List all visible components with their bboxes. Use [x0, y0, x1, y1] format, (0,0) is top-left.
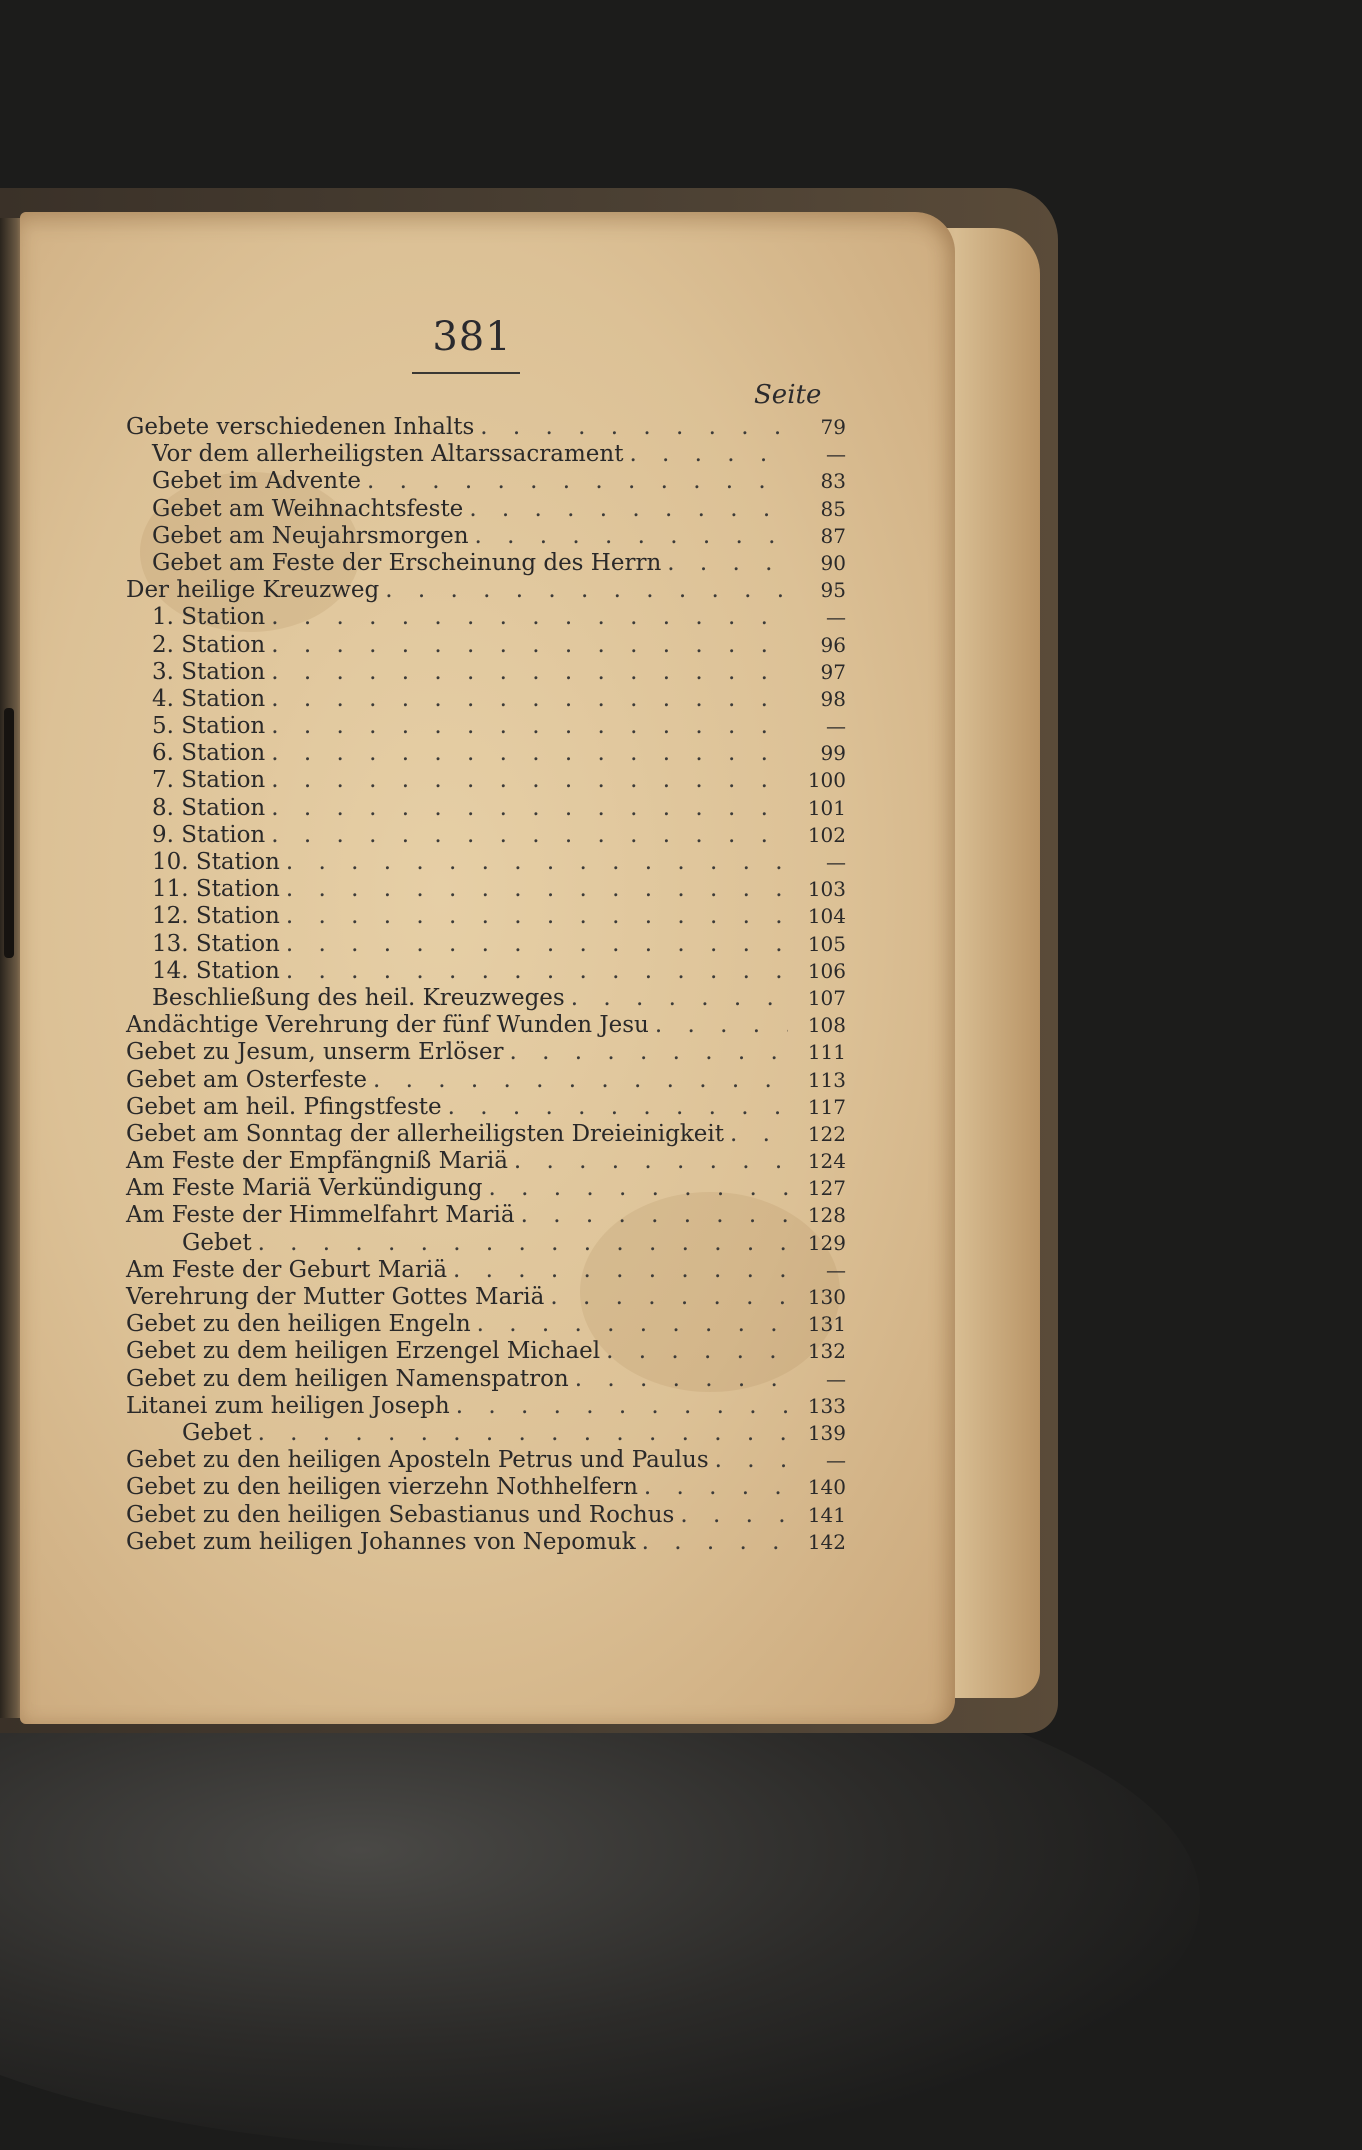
- dot-leader: [367, 468, 788, 495]
- toc-entry: [126, 604, 846, 631]
- toc-entry: [126, 1094, 846, 1121]
- toc-entry-title: 13. Station: [152, 930, 280, 957]
- dot-leader: [448, 1094, 788, 1121]
- dot-leader: [271, 632, 788, 659]
- toc-entry-title: 2. Station: [152, 631, 266, 658]
- dot-leader: [642, 1529, 788, 1556]
- toc-entry: [126, 1366, 846, 1393]
- toc-entry: [126, 958, 846, 985]
- toc-entry-page: —: [826, 605, 846, 630]
- toc-entry-title: Gebet zu den heiligen Aposteln Petrus und Paulus: [126, 1447, 709, 1474]
- toc-entry-page: 97: [820, 659, 846, 684]
- toc-entry: [126, 1474, 846, 1501]
- toc-entry: [126, 441, 846, 468]
- dot-leader: [480, 414, 788, 441]
- toc-entry-page: 101: [807, 795, 846, 820]
- toc-entry-page: 111: [807, 1040, 846, 1065]
- toc-entry-title: 4. Station: [152, 685, 266, 712]
- toc-entry-page: 87: [820, 523, 846, 548]
- dot-leader: [271, 795, 788, 822]
- toc-entry-page: 133: [807, 1393, 846, 1418]
- toc-entry-page: —: [826, 1448, 846, 1473]
- toc-entry-title: Gebet am Sonntag der allerheiligsten Dreieinigkeit: [126, 1120, 724, 1147]
- toc-entry-title: Am Feste der Empfängniß Mariä: [126, 1148, 508, 1175]
- toc-entry-title: Gebet am Osterfeste: [126, 1066, 367, 1093]
- toc-entry-page: 108: [807, 1013, 846, 1038]
- toc-entry-title: Gebet: [182, 1229, 252, 1256]
- toc-entry-title: 8. Station: [152, 794, 266, 821]
- dot-leader: [644, 1474, 788, 1501]
- toc-entry: [126, 903, 846, 930]
- toc-entry-page: 139: [807, 1420, 846, 1445]
- dot-leader: [271, 686, 788, 713]
- toc-entry-title: 11. Station: [152, 876, 280, 903]
- toc-entry: [126, 1447, 846, 1474]
- toc-entry-page: 95: [820, 578, 846, 603]
- toc-entry: [126, 985, 846, 1012]
- toc-entry: [126, 577, 846, 604]
- toc-entry-title: Gebet im Advente: [152, 468, 361, 495]
- toc-entry: [126, 931, 846, 958]
- toc-entry: [126, 795, 846, 822]
- dot-leader: [510, 1039, 788, 1066]
- toc-entry-page: —: [826, 850, 846, 874]
- toc-entry-page: 104: [807, 904, 846, 929]
- toc-entry-page: 85: [820, 496, 846, 521]
- toc-entry-title: 7. Station: [152, 767, 266, 794]
- toc-entry-page: 105: [807, 931, 846, 956]
- toc-entry-title: Gebet zu dem heiligen Erzengel Michael: [126, 1338, 601, 1365]
- dot-leader: [373, 1067, 788, 1094]
- toc-entry-title: Gebet zu den heiligen Sebastianus und Rochus: [126, 1501, 675, 1528]
- toc-entry-title: Gebet zu den heiligen vierzehn Nothhelfern: [126, 1474, 638, 1501]
- toc-entry-title: Am Feste Mariä Verkündigung: [126, 1175, 483, 1202]
- dot-leader: [271, 659, 788, 686]
- toc-entry: [126, 686, 846, 713]
- toc-entry: [126, 1175, 846, 1202]
- toc-entry-page: —: [826, 1257, 846, 1282]
- toc-entry-title: Gebet am Neujahrsmorgen: [152, 522, 469, 549]
- toc-entry: [126, 849, 846, 876]
- toc-entry-title: Am Feste der Geburt Mariä: [126, 1256, 448, 1283]
- dot-leader: [271, 713, 788, 740]
- toc-entry-page: 90: [820, 550, 846, 575]
- dot-leader: [271, 767, 788, 794]
- toc-entry-page: 79: [820, 415, 846, 439]
- toc-entry: [126, 740, 846, 767]
- toc-entry-page: 98: [820, 686, 846, 711]
- dot-leader: [475, 523, 788, 550]
- dot-leader: [258, 1420, 788, 1447]
- toc-entry-title: Gebet am heil. Pfingstfeste: [126, 1093, 442, 1120]
- toc-entry: [126, 1311, 846, 1338]
- toc-entry-page: 117: [807, 1094, 846, 1119]
- dot-leader: [286, 931, 788, 958]
- toc-entry-title: 3. Station: [152, 658, 266, 685]
- toc-entry-title: Gebet zum heiligen Johannes von Nepomuk: [126, 1528, 636, 1555]
- dot-leader: [258, 1230, 788, 1257]
- table-of-contents: [126, 414, 846, 1556]
- toc-entry-title: Gebet: [182, 1419, 252, 1446]
- dot-leader: [286, 849, 788, 876]
- toc-entry-title: Beschließung des heil. Kreuzweges: [152, 984, 565, 1011]
- toc-entry-title: 12. Station: [152, 903, 280, 930]
- toc-entry-page: 113: [807, 1067, 846, 1092]
- toc-entry-page: 140: [807, 1475, 846, 1500]
- toc-entry-title: Am Feste der Himmelfahrt Mariä: [126, 1202, 515, 1229]
- toc-entry: [126, 767, 846, 794]
- toc-entry-page: 129: [807, 1230, 846, 1255]
- toc-entry: [126, 1067, 846, 1094]
- dot-leader: [575, 1366, 788, 1393]
- dot-leader: [456, 1393, 788, 1420]
- toc-entry: [126, 1502, 846, 1529]
- dot-leader: [488, 1175, 788, 1202]
- toc-entry-title: 9. Station: [152, 821, 266, 848]
- toc-entry-page: —: [826, 442, 846, 467]
- toc-entry-title: Gebet zu dem heiligen Namenspatron: [126, 1365, 569, 1392]
- dot-leader: [271, 740, 788, 767]
- toc-entry: [126, 1257, 846, 1284]
- toc-entry: [126, 1529, 846, 1556]
- dot-leader: [680, 1502, 788, 1529]
- toc-entry-title: 5. Station: [152, 713, 266, 740]
- toc-entry-page: 83: [820, 469, 846, 494]
- toc-entry: [126, 1338, 846, 1365]
- dot-leader: [453, 1257, 788, 1284]
- dot-leader: [571, 985, 788, 1012]
- toc-entry-title: Gebet am Feste der Erscheinung des Herrn: [152, 549, 662, 576]
- page-number: 381: [432, 314, 512, 360]
- toc-entry: [126, 550, 846, 577]
- dot-leader: [629, 441, 788, 468]
- dot-leader: [477, 1311, 788, 1338]
- toc-entry-title: Gebete verschiedenen Inhalts: [126, 414, 475, 440]
- toc-entry-page: 106: [807, 958, 846, 983]
- toc-entry: [126, 1202, 846, 1229]
- toc-entry-page: 131: [807, 1312, 846, 1337]
- toc-entry-page: 96: [820, 632, 846, 657]
- toc-entry: [126, 1148, 846, 1175]
- toc-entry-page: 132: [807, 1339, 846, 1364]
- dot-leader: [715, 1447, 788, 1474]
- dot-leader: [385, 577, 788, 604]
- dot-leader: [469, 496, 788, 523]
- toc-entry-page: 103: [807, 877, 846, 902]
- dot-leader: [550, 1284, 788, 1311]
- toc-entry: [126, 1012, 846, 1039]
- toc-entry-page: 99: [820, 741, 846, 766]
- column-header-seite: Seite: [754, 380, 822, 410]
- dot-leader: [730, 1121, 788, 1148]
- toc-entry: [126, 1393, 846, 1420]
- toc-entry: [126, 523, 846, 550]
- toc-entry: [126, 1039, 846, 1066]
- dot-leader: [286, 876, 788, 903]
- dot-leader: [271, 604, 788, 631]
- toc-entry-title: Verehrung der Mutter Gottes Mariä: [126, 1284, 545, 1310]
- toc-entry-title: Gebet am Weihnachtsfeste: [152, 495, 464, 522]
- toc-entry-title: Der heilige Kreuzweg: [126, 577, 380, 604]
- toc-entry-title: Gebet zu den heiligen Engeln: [126, 1311, 471, 1338]
- toc-entry-title: Vor dem allerheiligsten Altarssacrament: [152, 441, 624, 468]
- dot-leader: [606, 1338, 788, 1365]
- toc-entry-page: —: [826, 714, 846, 739]
- toc-entry-page: 102: [807, 822, 846, 847]
- toc-entry: [126, 632, 846, 659]
- page-number-rule: [412, 372, 520, 374]
- toc-entry-page: 127: [807, 1176, 846, 1201]
- dot-leader: [514, 1148, 788, 1175]
- dot-leader: [286, 958, 788, 985]
- dot-leader: [521, 1202, 788, 1229]
- dot-leader: [271, 822, 788, 849]
- toc-entry-page: 141: [807, 1502, 846, 1527]
- toc-entry: [126, 1230, 846, 1257]
- toc-entry-title: Gebet zu Jesum, unserm Erlöser: [126, 1039, 504, 1066]
- toc-entry-page: 124: [807, 1149, 846, 1174]
- toc-entry-title: 6. Station: [152, 740, 266, 767]
- dot-leader: [667, 550, 788, 577]
- toc-entry-page: 128: [807, 1203, 846, 1228]
- toc-entry-page: 130: [807, 1285, 846, 1309]
- toc-entry: [126, 1420, 846, 1447]
- toc-entry-title: Litanei zum heiligen Joseph: [126, 1392, 450, 1419]
- gutter-shadow: [4, 708, 14, 958]
- toc-entry: [126, 1121, 846, 1148]
- toc-entry: [126, 1284, 846, 1311]
- dot-leader: [655, 1012, 788, 1039]
- toc-entry: [126, 876, 846, 903]
- toc-entry-title: 1. Station: [152, 604, 266, 631]
- toc-entry-page: 142: [807, 1529, 846, 1554]
- toc-entry: [126, 659, 846, 686]
- toc-entry: [126, 496, 846, 523]
- toc-entry-page: 122: [807, 1121, 846, 1146]
- toc-entry: [126, 414, 846, 441]
- toc-entry: [126, 822, 846, 849]
- toc-entry-title: 10. Station: [152, 849, 280, 875]
- toc-entry-page: —: [826, 1366, 846, 1391]
- toc-entry-title: 14. Station: [152, 957, 280, 984]
- toc-entry: [126, 468, 846, 495]
- dot-leader: [286, 903, 788, 930]
- toc-entry: [126, 713, 846, 740]
- toc-entry-title: Andächtige Verehrung der fünf Wunden Jesu: [126, 1012, 649, 1039]
- toc-entry-page: 107: [807, 985, 846, 1010]
- toc-entry-page: 100: [807, 768, 846, 793]
